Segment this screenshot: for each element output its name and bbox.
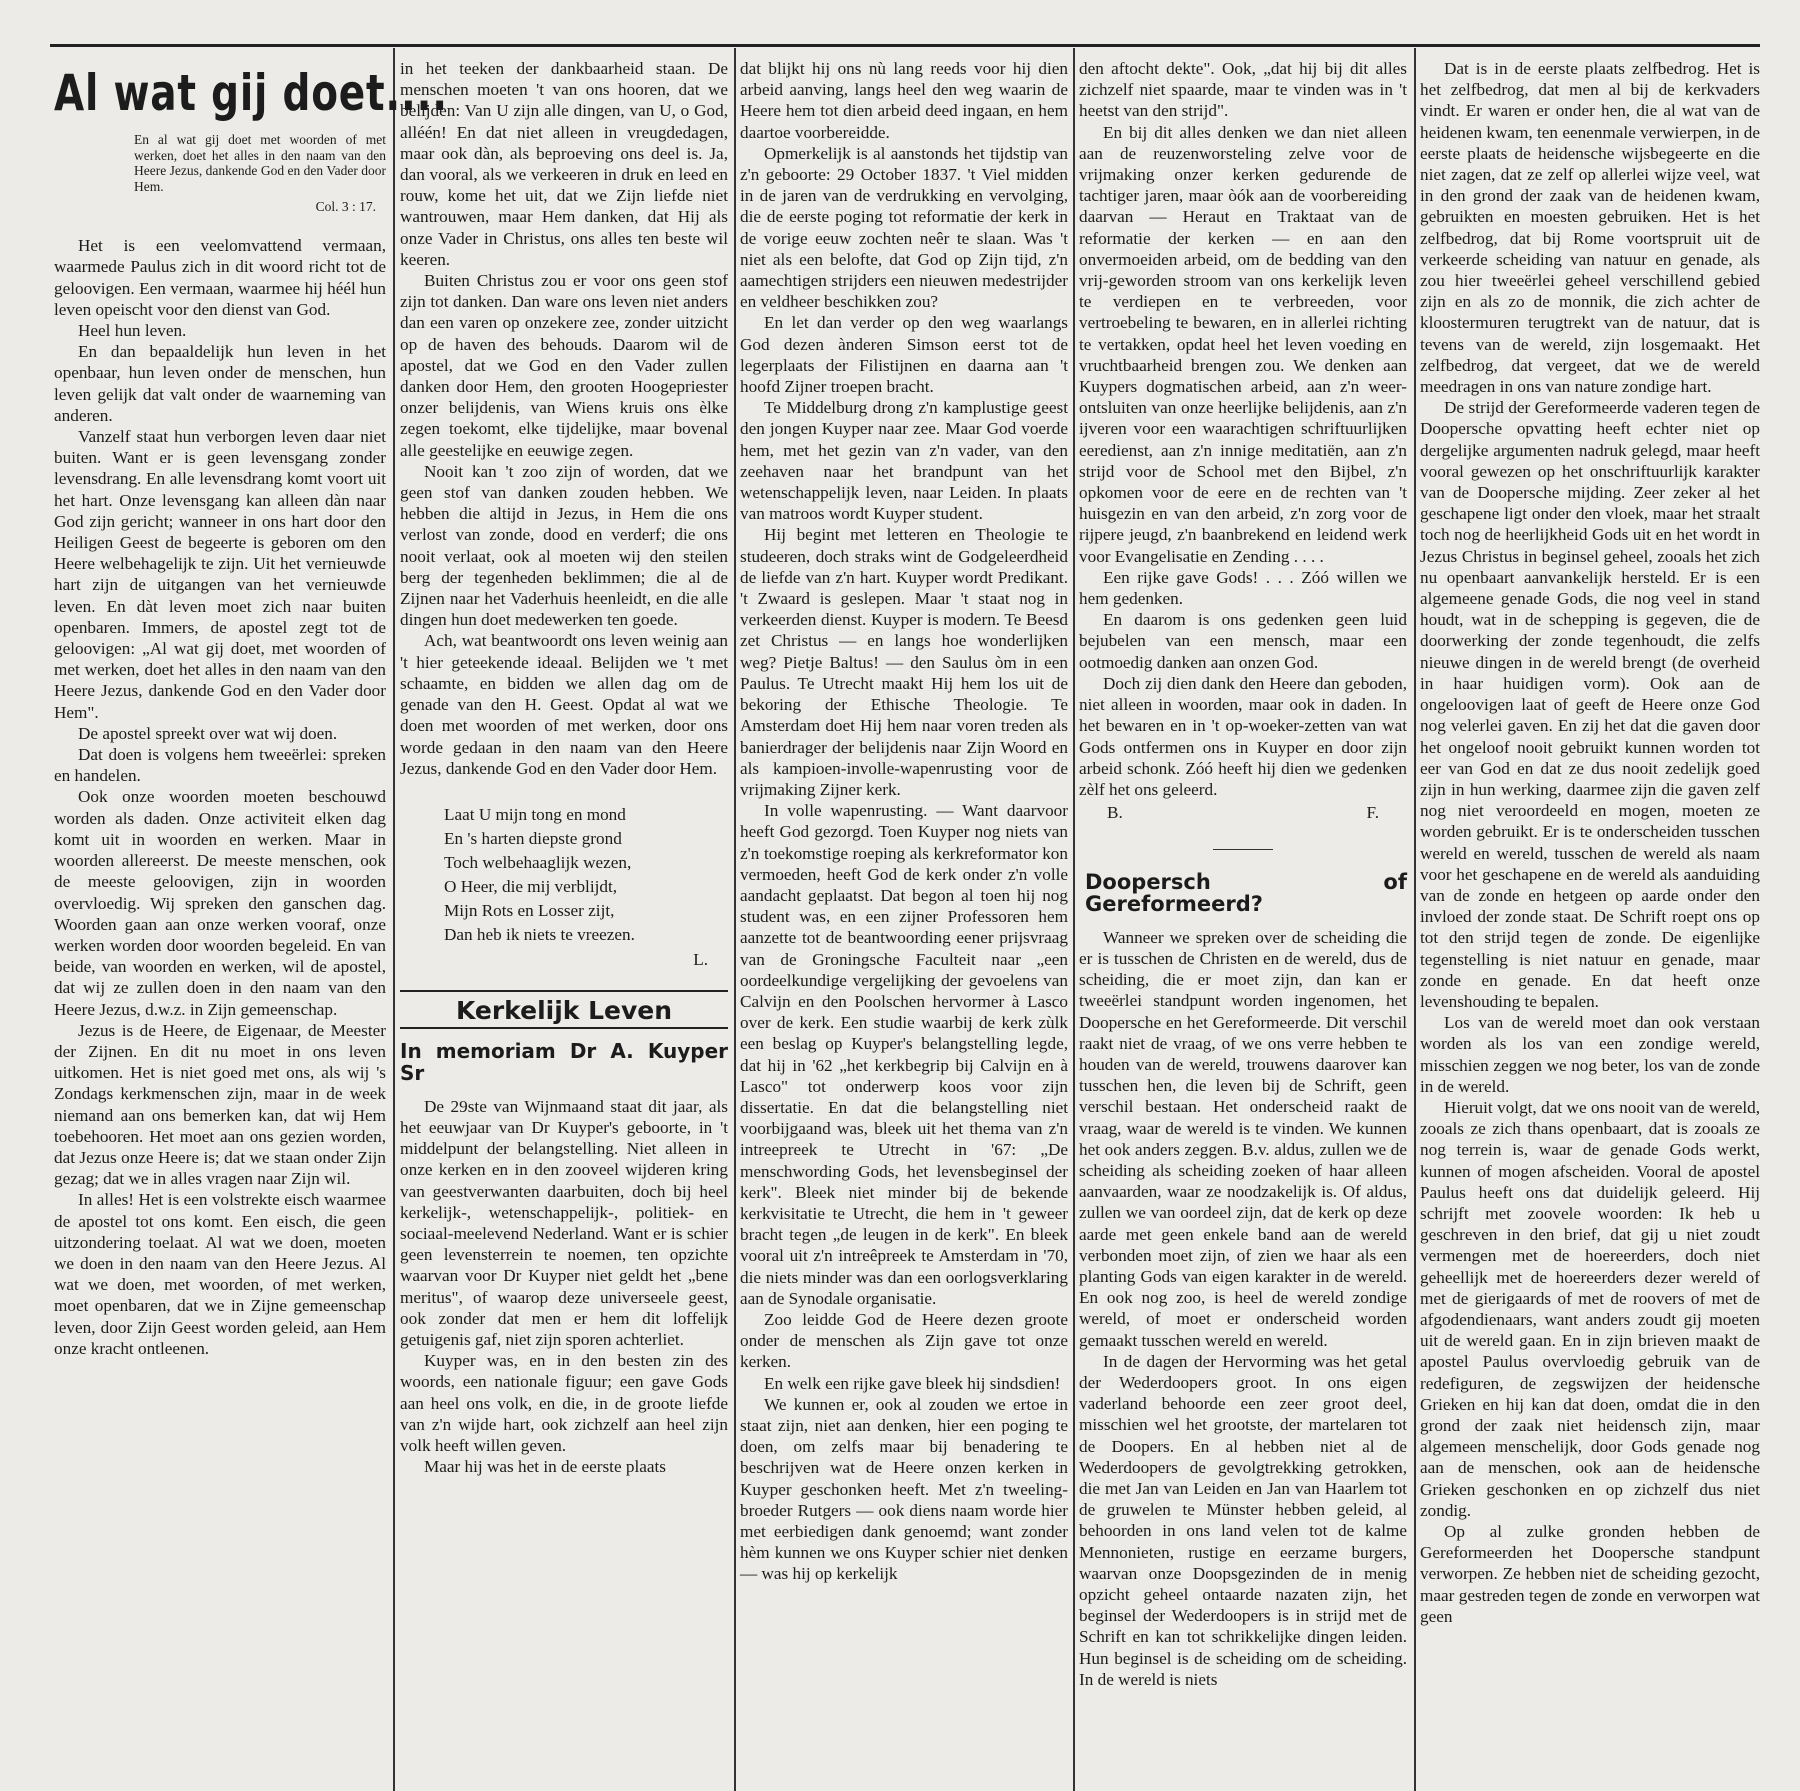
column-rule (1073, 48, 1075, 1791)
paragraph: En let dan verder op den weg waarlangs God dezen ànderen Simson eerst tot de legerplaats der Filistijnen en daarna aan 't hoofd Zijner troepen bracht. (740, 313, 1068, 397)
paragraph: den aftocht dekte". Ook, „dat hij bij dit alles zichzelf niet spaarde, maar te vinden was in 't heetst van den strijd". (1079, 59, 1407, 121)
paragraph: dat blijkt hij ons nù lang reeds voor hij dien arbeid aanving, langs heel den weg waarin de Heere hem tot dien arbeid deed ingaan, en hem daartoe voorbereidde. (740, 59, 1068, 142)
paragraph: En bij dit alles denken we dan niet alleen aan de reuzenworsteling zelve voor de vrijmaking onzer kerken gedurende de tachtiger jaren, maar òók aan de voorbereiding daarvan — Heraut en Traktaat van de reformatie der kerken — en aan den onvermoeiden arbeid, om de bedding van den vrij-geworden stroom van ons kerkelijk leven te verdiepen en te verbreeden, voor vertroebeling te bewaren, en in allerlei richting te vertakken, opdat heel het leven voeding en vruchtbaarheid brengen zou. We denken aan Kuypers dogmatischen arbeid, aan z'n weer-ontsluiten van onze heerlijke belijdenis, aan z'n ijveren voor een waarachtigen schriftuurlijken eeredienst, aan z'n innige meditatiën, aan z'n strijd voor de School met den Bijbel, z'n opkomen voor de eere en de rechten van 't huisgezin en van den arbeid, z'n zorg voor de rijpere jeugd, z'n baanbrekend en leidend werk voor Evangelisatie en Zending . . . . (1079, 122, 1407, 566)
column-1 (54, 58, 448, 1791)
paragraph: En daarom is ons gedenken geen luid bejubelen van een mensch, maar een ootmoedig danken aan onzen God. (1079, 610, 1407, 672)
paragraph: Een rijke gave Gods! . . . Zóó willen we hem gedenken. (1079, 567, 1407, 609)
signature-line (1079, 802, 1407, 823)
memoriam-head: In memoriam Dr A. Kuyper Sr (400, 1039, 728, 1085)
paragraph: Los van de wereld moet dan ook verstaan worden als los van een zondige wereld, misschien zeggen we nog beter, los van de zonde in de wereld. (1420, 1013, 1760, 1096)
poem-line: O Heer, die mij verblijdt, (444, 876, 618, 896)
paragraph: Buiten Christus zou er voor ons geen stof zijn tot danken. Dan ware ons leven niet anders dan een varen op onzekere zee, zonder uitzicht op de haven des behouds. Daarom wil de apostel, dat we God en den Vader zullen danken door Hem, den grooten Hoogepriester onzer belijdenis, van Wiens kruis ons èlke zegen toekomt, elke tijdelijke, maar bovenal alle geestelijke en eeuwige zegen. (400, 271, 728, 460)
column-rule (393, 48, 395, 1791)
poem (444, 803, 728, 947)
paragraph: De 29ste van Wijnmaand staat dit jaar, als het eeuwjaar van Dr Kuyper's geboorte, in 't middelpunt der belangstelling. Niet alleen in onze kerken en in den zooveel wijderen kring van geestverwanten daarbuiten, doch bij heel kerkelijk-, wetenschappelijk-, politiek- en sociaal-meelevend Nederland. Want er is schier geen levensterrein te noemen, ten opzichte waarvan voor Dr Kuyper niet geldt het „bene meritus", of waarop deze universeele geest, ook zonder dat men er hem dit loffelijk getuigenis gaf, niet zijn sporen achterliet. (400, 1096, 728, 1349)
paragraph: Opmerkelijk is al aanstonds het tijdstip van z'n geboorte: 29 October 1837. 't Viel midden in de jaren van de verdrukking en vervolging, die de eerste poging tot reformatie der kerk in de vorige eeuw zochten neêr te slaan. Was 't niet als een belofte, dat God op Zijn tijd, z'n aamechtigen strijders een nieuwen medestrijder en veldheer beschikken zou? (740, 143, 1068, 312)
paragraph: In alles! Het is een volstrekte eisch waarmee de apostel tot ons komt. Een eisch, die geen uitzondering toelaat. Al wat we doen, moeten we doen in den naam van den Heere Jezus. Al wat we doen, met woorden, of met werken, moet openbaren, dat we in Zijne gemeenschap leven, door Zijn Geest worden geleid, aan Hem onze kracht ontleenen. (54, 1190, 386, 1358)
paragraph: Dat doen is volgens hem tweeërlei: spreken en handelen. (54, 745, 386, 786)
paragraph: Hij begint met letteren en Theologie te studeeren, doch straks wint de Godgeleerdheid de liefde van z'n hart. Kuyper wordt Predikant. 't Zwaard is geslepen. Maar 't staat nog in verkeerden dienst. Kuyper is modern. Te Beesd zet Christus — en langs hoe wonderlijken weg? Pietje Baltus! — den Saulus òm in een Paulus. Te Utrecht maakt Hij hem los uit de bekoring der Ethische Theologie. Te Amsterdam doet Hij hem naar voren treden als banierdrager der belijdenis naar Zijn Woord en als kampioen-involle-wapenrusting voor de vrijmaking Zijner kerk. (740, 525, 1068, 799)
column-5 (1420, 58, 1760, 1791)
paragraph: Dat is in de eerste plaats zelfbedrog. Het is het zelfbedrog, dat men al bij de kerkvaders vindt. Er waren er onder hen, die al wat van de heidenen kwam, ten eenenmale verwierpen, in de eerste plaats de heidensche wijsbegeerte en die niet zagen, dat ze zelf op allerlei wijze veel, wat in den grond der zaak van de heidenen kwam, gebruikten en moesten gebruiken. Het is het zelfbedrog, dat bij Rome voortspruit uit de verkeerde scheiding van natuur en genade, als zou hier tweeërlei geheel verschillend gebied zijn en als zo de monnik, die zich achter de kloostermuren terugtrekt van de natuur, dat is tevens van de wereld, zijn losgemaakt. Het zelfbedrog, dat vergeet, dat we de wereld meedragen in ons van nature zondige hart. (1420, 59, 1760, 397)
article-head: Doopersch of Gereformeerd? (1085, 870, 1407, 916)
section-head: Kerkelijk Leven (400, 990, 728, 1029)
paragraph: Maar hij was het in de eerste plaats (424, 1457, 666, 1477)
paragraph: En welk een rijke gave bleek hij sindsdien! (764, 1373, 1061, 1393)
column-rule (1414, 48, 1416, 1791)
paragraph: Ach, wat beantwoordt ons leven weinig aan 't hier geteekende ideaal. Belijden we 't met schaamte, en bidden we allen dag om de genade van den H. Geest. Opdat al wat we doen met woorden of met werken, door ons worde gedaan in den naam van den Heere Jezus, dankende God en den Vader door Hem. (400, 631, 728, 778)
paragraph: Nooit kan 't zoo zijn of worden, dat we geen stof van danken zouden hebben. We hebben die altijd in Jezus, in Hem die ons verlost van zonde, dood en verderf; die ons nooit verlaat, ook al moeten wij den steilen berg der tegenheden beklimmen; die al de Zijnen naar het Vaderhuis heenleidt, en die alle dingen hun doet medewerken ten goede. (400, 461, 728, 630)
paragraph: We kunnen er, ook al zouden we ertoe in staat zijn, niet aan denken, hier een poging te doen, om zelfs maar bij benadering te beschrijven wat de Heere onzen kerken in Kuyper geschonken heeft. Met z'n tweeling-broeder Rutgers — ook diens naam worde hier met eerbiedigen dank genoemd; want zonder hèm kunnen we ons Kuyper schier niet denken — was hij op kerkelijk (740, 1394, 1068, 1584)
motto-reference: Col. 3 : 17. (315, 199, 376, 214)
column-3 (740, 58, 1068, 1791)
signature-initial: F. (1366, 803, 1379, 823)
paragraph: Te Middelburg drong z'n kamplustige geest den jongen Kuyper naar zee. Maar God voerde hem, met het gezin van z'n vader, van den zeehaven naar het brandpunt van het wetenschappelijk leven, naar Leiden. In plaats van matroos wordt Kuyper student. (740, 398, 1068, 524)
column-rule (734, 48, 736, 1791)
poem-line: Mijn Rots en Losser zijt, (444, 900, 615, 920)
poem-line: Laat U mijn tong en mond (444, 804, 626, 824)
paragraph: In volle wapenrusting. — Want daarvoor heeft God gezorgd. Toen Kuyper nog niets van z'n toekomstige roeping als kerkreformator kon vermoeden, heeft God de kerk onder z'n volle aandacht geplaatst. Dat begon al toen hij nog student was, en een zijner Professoren hem aanzette tot de beantwoording eener prijsvraag van de Groningsche Faculteit naar „een oordeelkundige vergelijking der gevoelens van Calvijn en den Poolschen hervormer à Lasco over de kerk. Een studie waarbij de kerk zùlk een beslag op Kuyper's belangstelling legde, dat hij in '62 „het kerkbegrip bij Calvijn en à Lasco" tot onderwerp koos voor zijn dissertatie. En dat die belangstelling niet voorbijgaand was, bleek uit het thema van z'n intreepreek te Utrecht in '67: „De menschwording Gods, het levensbeginsel der kerk". Bleek niet minder bij de bekende kerkvisitatie te Utrecht, die hem in 't geweer bracht tegen „de leugen in de kerk". En bleek vooral uit z'n intreêpreek te Amsterdam in '70, die niets minder was dan een oorlogsverklaring aan de Synodale organisatie. (740, 801, 1068, 1308)
paragraph: Wanneer we spreken over de scheiding die er is tusschen de Christen en de wereld, dus de scheiding, die er moet zijn, dan kan er tweeërlei standpunt worden ingenomen, het Doopersche en het Gereformeerde. Dit verschil raakt niet de vraag, of we ons verre hebben te houden van de wereld, trouwens daarover kan tusschen hen, die leven bij de Schrift, geen verschil bestaan. Het onderscheid raakt de vraag, waar de wereld is te vinden. We kunnen het ook anders zeggen. B.v. aldus, zullen we de scheiding als scheiding zoeken of haar alleen aanvaarden, waar ze noodzakelijk is. Of aldus, zullen we van oordeel zijn, dat de kerk op deze aarde met geen enkele band aan de wereld verbonden moet zijn, of zien we haar als een planting Gods van eigen karakter in de wereld. En ook nog zoo, is heel de wereld zondige wereld, of moet er onderscheid worden gemaakt tusschen wereld en wereld. (1079, 927, 1407, 1350)
motto-text: En al wat gij doet met woorden of met werken, doet het alles in den naam van den Heere Jezus, dankende God en den Vader door Hem. (134, 132, 386, 194)
poem-line: En 's harten diepste grond (444, 828, 622, 848)
paragraph: Zoo leidde God de Heere dezen groote onder de menschen als Zijn gave tot onze kerken. (740, 1309, 1068, 1372)
paragraph: Jezus is de Heere, de Eigenaar, de Meester der Zijnen. En dit nu moet in ons leven uitkomen. Het is niet goed met ons, als wij 's Zondags kerkmenschen zijn, maar in de week niemand aan ons bemerken kan, dat wij Hem toebehooren. Het moet aan ons gezien worden, dat Jezus onze Heere is; dat we staan onder Zijn gezag; dat we in alles vragen naar Zijn wil. (54, 1020, 386, 1189)
paragraph: Doch zij dien dank den Heere dan geboden, niet alleen in woorden, maar ook in daden. In het bewaren en in 't op-woeker-zetten van wat Gods ontfermen ons in Kuyper en door zijn arbeid schonk. Zóó heeft hij dien we gedenken zèlf het ons geleerd. (1079, 673, 1407, 799)
paragraph: De apostel spreekt over wat wij doen. (78, 723, 338, 743)
poem-line: Toch welbehaaglijk wezen, (444, 852, 632, 872)
separator (1213, 849, 1273, 850)
poem-signature: L. (693, 949, 708, 969)
paragraph: Vanzelf staat hun verborgen leven daar niet buiten. Want er is geen levensgang zonder levensdrang. En alle levensdrang komt voort uit het hart. Onze levensgang kan alleen dàn naar God zijn gericht; wanneer in ons hart door den Heiligen Geest de begeerte is geboren om den Heere welbehagelijk te zijn. Uit het vernieuwde hart zijn de uitgangen van het vernieuwde leven. En dàt leven moet zich naar buiten openbaren. Immers, de apostel zegt tot de geloovigen: „Al wat gij doet, met woorden of met werken, doet het alles in den naam van den Heere Jezus, dankende God en den Vader door Hem". (54, 427, 386, 722)
column-4 (1079, 58, 1407, 1791)
paragraph: In de dagen der Hervorming was het getal der Wederdoopers groot. In ons eigen vaderland behoorde een zeer groot deel, misschien wel het grootste, der martelaren tot de Doopers. En al hebben niet al de Wederdoopers de gevolgtrekking getrokken, die met Jan van Leiden en Jan van Haarlem tot de gruwelen te Münster hebben geleid, al behoorden in ons land velen tot de kalme Mennonieten, rustige en eerzame burgers, waarvan onze Doopsgezinden de in menig opzicht geheel ontaarde nazaten zijn, het beginsel der Wederdoopers is in strijd met de Schrift en kan tot schrikkelijke dingen leiden. Hun beginsel is de scheiding om de scheiding. In de wereld is niets (1079, 1351, 1407, 1689)
paragraph: Hieruit volgt, dat we ons nooit van de wereld, zooals ze zich thans openbaart, dat is zooals ze nog terrein is, waar de genade Gods werkt, kunnen of mogen afscheiden. Vooral de apostel Paulus heeft ons dat duidelijk geleerd. Hij schrijft met zoovele woorden: Ik heb u geschreven in den brief, dat gij u niet zoudt vermengen met de hoereerders, doch niet geheellijk met de hoereerders dezer wereld of met de gierigaards of met de roovers of met de afgodendienaars, want anders zoudt gij moeten uit de wereld gaan. En in zijn brieven maakt de apostel Paulus overvloedig gebruik van de redefiguren, de zegswijzen der heidensche Grieken en hij kan dat doen, omdat die in den grond der zaak niet heidensch zijn, maar algemeen menschelijk, door Gods genade nog aan de menschen, ook aan de heidensche Grieken geschonken en op zichzelf dus niet zondig. (1420, 1097, 1760, 1520)
paragraph: En dan bepaaldelijk hun leven in het openbaar, hun leven onder de menschen, hun leven gelijk dat valt onder de waarneming van anderen. (54, 342, 386, 425)
paragraph: Op al zulke gronden hebben de Gereformeerden het Doopersche standpunt verworpen. Ze hebben niet de scheiding gezocht, maar gestreden tegen de zonde en verworpen wat geen (1420, 1522, 1760, 1626)
paragraph: in het teeken der dankbaarheid staan. De menschen moeten 't van ons hooren, dat we belijden: Van U zijn alle dingen, van U, o God, alléén! En dat niet alleen in vreugdedagen, maar ook dàn, als beproeving ons deel is. Ja, dan vooral, als we verkeeren in druk en leed en rouw, kome het uit, dat we Zijn liefde niet wantrouwen, maar Hem danken, dat Hij als onze Vader in Christus, ons alles ten beste wil keeren. (400, 59, 728, 269)
signature-initial: B. (1107, 803, 1123, 823)
paragraph: Ook onze woorden moeten beschouwd worden als daden. Onze activiteit elken dag komt uit in woorden en werken. Maar in woorden allereerst. De meeste menschen, ook de meeste geloovigen, zijn in woorden overvloedig. Wij spreken den ganschen dag. Woorden gaan aan onze werken vooraf, onze werken worden door woorden begeleid. En van beide, van woorden en werken, wil de apostel, dat wij ze zullen doen in den naam van den Heere Jezus, d.w.z. in Zijn gemeenschap. (54, 787, 386, 1019)
paragraph: Het is een veelomvattend vermaan, waarmede Paulus zich in dit woord richt tot de geloovigen. Een vermaan, waarmee hij héél hun leven opeischt voor den dienst van God. (54, 236, 386, 319)
poem-line: Dan heb ik niets te vreezen. (444, 924, 635, 944)
paragraph: Heel hun leven. (78, 321, 187, 341)
headline: Al wat gij doet.... (54, 64, 448, 122)
column-2 (400, 58, 728, 1791)
paragraph: Kuyper was, en in den besten zin des woords, een nationale figuur; een gave Gods aan heel ons volk, en die, in de groote liefde van z'n wijde hart, ook zichzelf aan heel zijn volk heeft willen geven. (400, 1351, 728, 1455)
paragraph: De strijd der Gereformeerde vaderen tegen de Doopersche opvatting heeft echter niet op dergelijke argumenten nadruk gelegd, maar heeft vooral gewezen op het onschriftuurlijk karakter van de Doopersche mijding. Zeer zeker al het geschapene ligt onder den vloek, maar het straalt toch nog de heerlijkheid Gods uit en het wordt in Jezus Christus in beginsel geheel, zooals het zich nu openbaart aanvankelijk hersteld. Er is een algemeene genade Gods, die nog veel in stand houdt, wat in de schepping is gegeven, die de doorwerking der zonde tegenhoudt, die zelfs nieuwe dingen in de wereld brengt (de overheid in haar huidigen vorm). Ook aan de ongeloovigen laat of geeft de Heere onze God nog velerlei gaven. En zij het dat die gaven door het ongeloof nooit gebruikt kunnen worden tot eer van God en dat ze dus nooit zedelijk goed zijn in hun werking, daarmee zijn die gaven zelf nog niet veroordeeld en mogen, moeten ze worden gebruikt. Er is te onderscheiden tusschen wereld en wereld, tusschen de wereld als naam voor het geschapene en de wereld als aanduiding van de zonde en hetgeen op aarde onder den invloed der zonde staat. De Schrift roept ons op tot den strijd tegen de zonde. De eigenlijke tegenstelling is niet natuur en genade, maar zonde en genade. En dat heeft onze levenshouding te bepalen. (1420, 398, 1760, 1011)
top-rule (50, 44, 1760, 47)
